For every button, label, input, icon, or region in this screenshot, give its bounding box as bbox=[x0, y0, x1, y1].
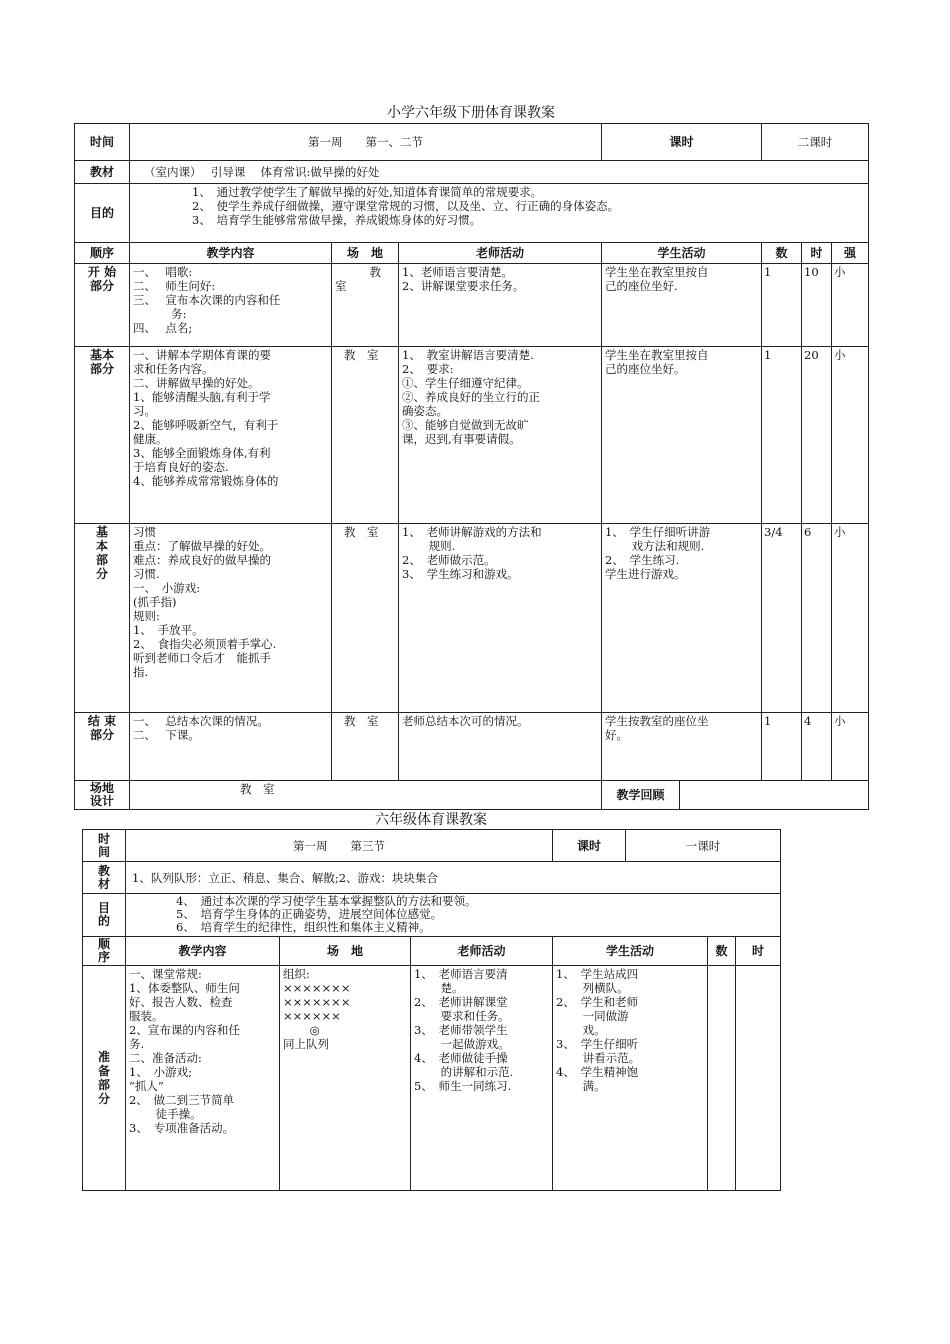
goal-label: 目 的 bbox=[83, 894, 126, 937]
table-row bbox=[75, 524, 869, 713]
venue-cell: 教 室 bbox=[332, 347, 399, 524]
count-cell bbox=[708, 966, 736, 1191]
time-cell: 6 bbox=[802, 524, 832, 713]
table-row bbox=[75, 347, 869, 524]
header-teacher: 老师活动 bbox=[411, 937, 553, 966]
review-value bbox=[680, 781, 869, 810]
lesson1-table bbox=[74, 123, 869, 810]
venue-cell: 组织: ××××××× ××××××× ×××××× ◎ 同上队列 bbox=[280, 966, 411, 1191]
student-cell: 1、 学生仔细听讲游 戏方法和规则. 2、 学生练习. 学生进行游戏。 bbox=[602, 524, 762, 713]
table-row bbox=[75, 713, 869, 781]
header-content: 教学内容 bbox=[126, 937, 280, 966]
header-intensity: 强 bbox=[832, 243, 869, 264]
header-time: 时 bbox=[736, 937, 781, 966]
time-cell bbox=[736, 966, 781, 1191]
venue-design-value: 教 室 bbox=[130, 781, 602, 810]
header-time: 时 bbox=[802, 243, 832, 264]
student-cell: 学生坐在教室里按自 己的座位坐好。 bbox=[602, 347, 762, 524]
header-venue: 场 地 bbox=[332, 243, 399, 264]
period-value: 一课时 bbox=[626, 830, 781, 862]
header-count: 数 bbox=[708, 937, 736, 966]
intensity-cell: 小 bbox=[832, 264, 869, 347]
teacher-cell: 1、 老师语言要清 楚。 2、 老师讲解课堂 要求和任务。 3、 老师带领学生 一起做游戏。 4、 老师做徒手操 的讲解和示范. 5、 师生一同练习. bbox=[411, 966, 553, 1191]
student-cell: 学生坐在教室里按自 己的座位坐好. bbox=[602, 264, 762, 347]
venue-cell: 教 室 bbox=[332, 524, 399, 713]
count-cell: 1 bbox=[762, 264, 802, 347]
header-content: 教学内容 bbox=[130, 243, 332, 264]
table-row bbox=[75, 264, 869, 347]
section-prepare: 准 备 部 分 bbox=[83, 966, 126, 1191]
header-venue: 场 地 bbox=[280, 937, 411, 966]
count-cell: 3/4 bbox=[762, 524, 802, 713]
time-label: 时 间 bbox=[83, 830, 126, 862]
time-value: 第一周 第一、二节 bbox=[130, 124, 602, 161]
time-cell: 20 bbox=[802, 347, 832, 524]
venue-cell: 教 室 bbox=[332, 713, 399, 781]
venue-design-label: 场地 设计 bbox=[75, 781, 130, 810]
period-label: 课时 bbox=[602, 124, 762, 161]
material-value: （室内课） 引导课 体育常识:做早操的好处 bbox=[130, 161, 869, 184]
period-label: 课时 bbox=[553, 830, 626, 862]
time-cell: 10 bbox=[802, 264, 832, 347]
content-cell: 习惯 重点：了解做早操的好处。 难点：养成良好的做早操的 习惯. 一、 小游戏: (抓手指) 规则: 1、 手放平。 2、 食指尖必须顶着手掌心. 听到老师口令后才 能抓手 指. bbox=[130, 524, 332, 713]
lesson2-table bbox=[82, 829, 781, 1191]
section-start: 开 始 部分 bbox=[75, 264, 130, 347]
header-teacher: 老师活动 bbox=[399, 243, 602, 264]
header-count: 数 bbox=[762, 243, 802, 264]
venue-cell: 教 室 bbox=[332, 264, 399, 347]
header-student: 学生活动 bbox=[553, 937, 708, 966]
count-cell: 1 bbox=[762, 713, 802, 781]
lesson2-title: 六年级体育课教案 bbox=[375, 812, 487, 828]
intensity-cell: 小 bbox=[832, 347, 869, 524]
period-value: 二课时 bbox=[762, 124, 869, 161]
review-label: 教学回顾 bbox=[602, 781, 680, 810]
teacher-cell: 1、老师语言要清楚。 2、讲解课堂要求任务。 bbox=[399, 264, 602, 347]
count-cell: 1 bbox=[762, 347, 802, 524]
content-cell: 一、 唱歌: 二、 师生问好: 三、 宣布本次课的内容和任 务: 四、 点名; bbox=[130, 264, 332, 347]
teacher-cell: 1、 教室讲解语言要清楚. 2、 要求: ①、学生仔细遵守纪律。 ②、养成良好的坐立行的正 确姿态。 ③、能够自觉做到无故旷 课，迟到,有事要请假。 bbox=[399, 347, 602, 524]
intensity-cell: 小 bbox=[832, 524, 869, 713]
material-label: 教材 bbox=[75, 161, 130, 184]
content-cell: 一、 总结本次课的情况。 二、 下课。 bbox=[130, 713, 332, 781]
section-basic-2: 基 本 部 分 bbox=[75, 524, 130, 713]
material-value: 1、队列队形：立正、稍息、集合、解散;2、游戏：块块集合 bbox=[126, 862, 781, 894]
section-basic: 基本 部分 bbox=[75, 347, 130, 524]
lesson1-title: 小学六年级下册体育课教案 bbox=[387, 105, 555, 121]
content-cell: 一、讲解本学期体育课的要 求和任务内容。 二、讲解做早操的好处。 1、能够清醒头脑,有利于学 习。 2、能够呼吸新空气，有利于 健康。 3、能够全面锻炼身体,有利 于培育良好的姿态. 4、能够养成常常锻炼身体的 bbox=[130, 347, 332, 524]
student-cell: 学生按教室的座位坐 好。 bbox=[602, 713, 762, 781]
goal-value: 1、 通过教学使学生了解做早操的好处,知道体育课简单的常规要求。 2、 使学生养成仔细做操，遵守课堂常规的习惯，以及坐、立、行正确的身体姿态。 3、 培育学生能够常常做早操，养成锻炼身体的好习惯。 bbox=[130, 184, 869, 243]
goal-label: 目的 bbox=[75, 184, 130, 243]
content-cell: 一、课堂常规: 1、体委整队、师生问 好、报告人数、检查 服装。 2、宣布课的内容和任 务. 二、准备活动: 1、 小游戏; “抓人” 2、 做二到三节简单 徒手操。 3、 专项准备活动。 bbox=[126, 966, 280, 1191]
goal-value: 4、 通过本次课的学习使学生基本掌握整队的方法和要领。 5、 培育学生身体的正确姿势，进展空间体位感觉。 6、 培育学生的纪律性，组织性和集体主义精神。 bbox=[126, 894, 781, 937]
time-cell: 4 bbox=[802, 713, 832, 781]
header-student: 学生活动 bbox=[602, 243, 762, 264]
student-cell: 1、 学生站成四 列横队。 2、 学生和老师 一同做游 戏。 3、 学生仔细听 讲看示范。 4、 学生精神饱 满。 bbox=[553, 966, 708, 1191]
teacher-cell: 老师总结本次可的情况。 bbox=[399, 713, 602, 781]
time-label: 时间 bbox=[75, 124, 130, 161]
section-end: 结 束 部分 bbox=[75, 713, 130, 781]
header-order: 顺序 bbox=[75, 243, 130, 264]
table-row bbox=[83, 966, 781, 1191]
teacher-cell: 1、 老师讲解游戏的方法和 规则. 2、 老师做示范。 3、 学生练习和游戏。 bbox=[399, 524, 602, 713]
intensity-cell: 小 bbox=[832, 713, 869, 781]
material-label: 教 材 bbox=[83, 862, 126, 894]
header-order: 顺 序 bbox=[83, 937, 126, 966]
time-value: 第一周 第三节 bbox=[126, 830, 553, 862]
